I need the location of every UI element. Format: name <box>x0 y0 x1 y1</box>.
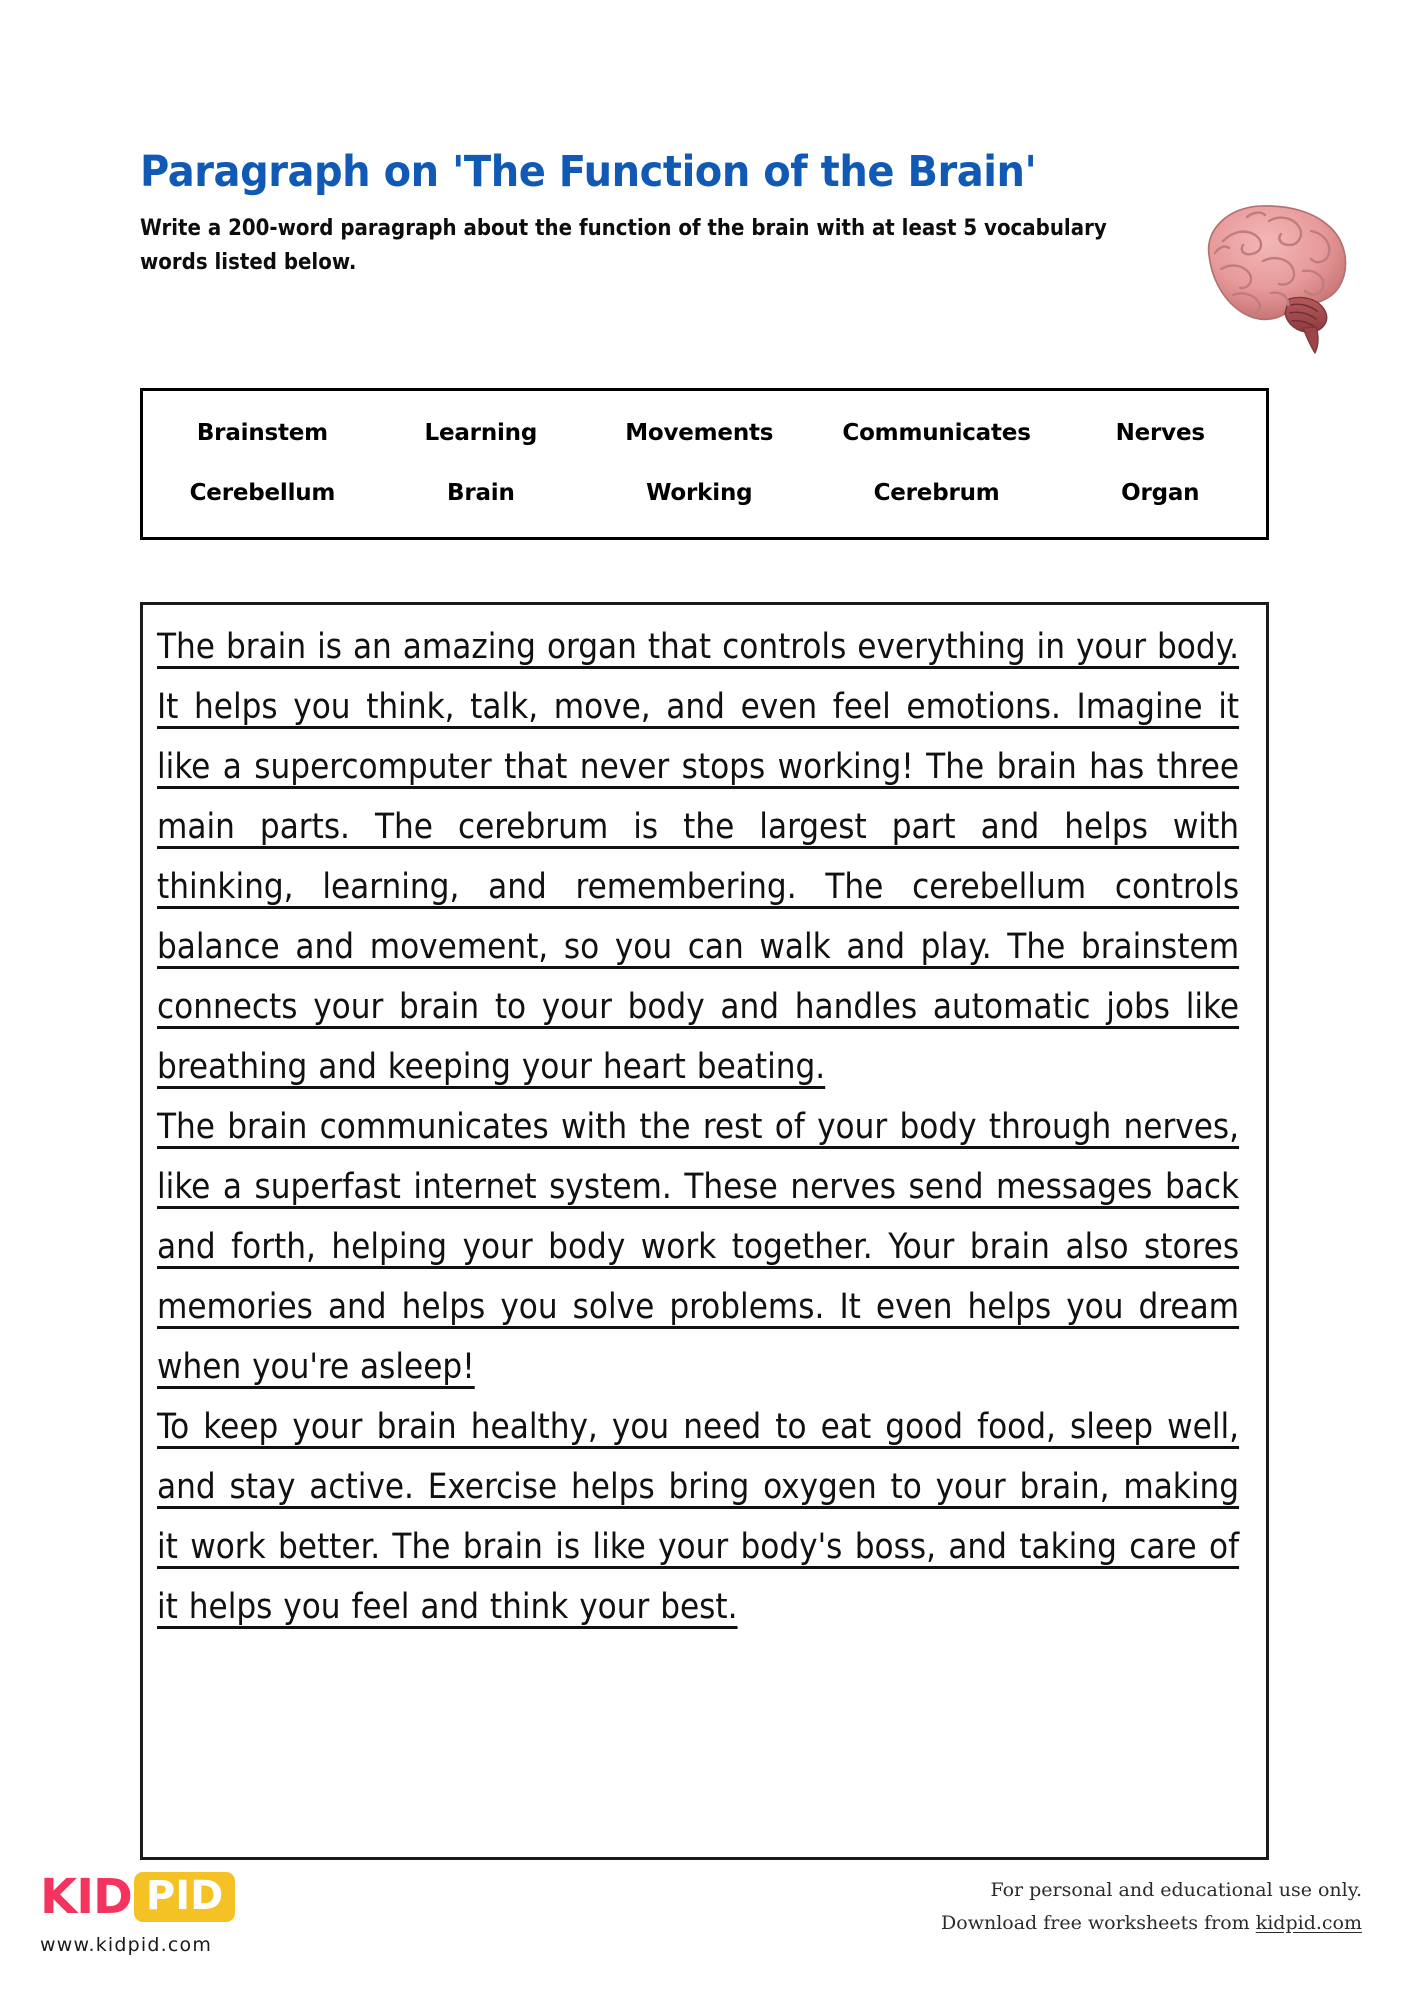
kidpid-logo[interactable] <box>40 1868 340 1956</box>
footer <box>0 1860 1414 2000</box>
instruction-text: Write a 200-word paragraph about the function of the brain with at least 5 vocabulary words listed below. <box>140 215 1107 276</box>
vocab-word: Brainstem <box>196 420 328 446</box>
vocab-word: Cerebellum <box>189 480 336 506</box>
answer-content <box>143 605 1266 1643</box>
answer-box[interactable] <box>140 602 1269 1860</box>
vocab-word: Movements <box>625 420 774 446</box>
header <box>140 147 1280 280</box>
answer-paragraph: The brain communicates with the rest of your body through nerves, like a superfast internet system. These nerves send messages back and forth, helping your body work together. Your brain also stores memories and helps you solve problems. It even helps you dream when you're asleep! <box>157 1107 1240 1387</box>
logo-pid-text: PID <box>134 1872 235 1922</box>
vocab-word: Working <box>646 480 753 506</box>
brain-icon <box>1185 195 1357 355</box>
kidpid-link[interactable]: kidpid.com <box>1255 1911 1362 1934</box>
vocab-word: Organ <box>1121 480 1200 506</box>
download-note <box>941 1907 1362 1940</box>
logo-wordmark <box>40 1868 340 1926</box>
logo-kid-text: KID <box>40 1869 132 1925</box>
vocab-word: Cerebrum <box>873 480 1000 506</box>
page-title: Paragraph on 'The Function of the Brain' <box>140 147 1037 197</box>
answer-paragraph: The brain is an amazing organ that controls everything in your body. It helps you think, talk, move, and even feel emotions. Imagine it like a supercomputer that never stops working! The brain has three main parts. The cerebrum is the largest part and helps with thinking, learning, and remembering. The cerebellum controls balance and movement, so you can walk and play. The brainstem connects your brain to your body and handles automatic jobs like breathing and keeping your heart beating. <box>157 627 1240 1087</box>
vocab-word: Communicates <box>842 420 1031 446</box>
footer-notes <box>941 1874 1362 1939</box>
answer-paragraph: To keep your brain healthy, you need to eat good food, sleep well, and stay active. Exercise helps bring oxygen to your brain, making it work better. The brain is like your body's boss, and taking care of it helps you feel and think your best. <box>157 1407 1240 1627</box>
download-note-prefix: Download free worksheets from <box>941 1911 1256 1934</box>
vocab-word: Nerves <box>1115 420 1205 446</box>
logo-url-text: www.kidpid.com <box>40 1934 213 1956</box>
vocabulary-box <box>140 388 1269 540</box>
vocabulary-grid <box>143 391 1266 537</box>
vocab-word: Learning <box>424 420 538 446</box>
vocab-word: Brain <box>446 480 515 506</box>
usage-note: For personal and educational use only. <box>990 1879 1362 1901</box>
